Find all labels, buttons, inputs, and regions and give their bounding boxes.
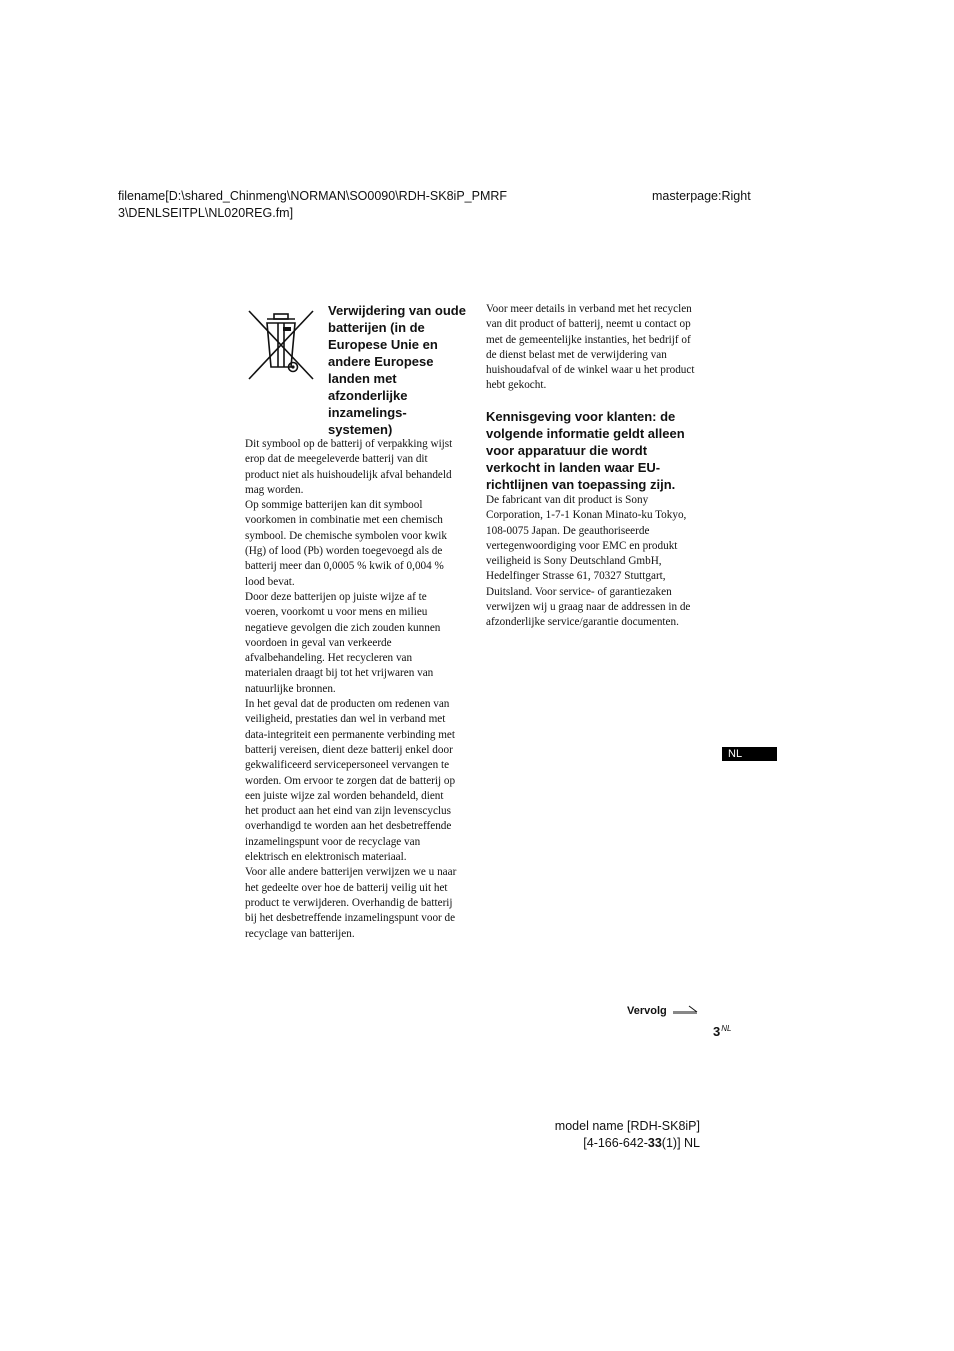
paragraph: Op sommige batterijen kan dit symbool voorkomen in combinatie met een chemisch symbool. De chemische symbolen voor kwik (Hg) of lood (Pb) worden toegevoegd als de batterij meer dan 0,0005 % kwik of 0,004 % lood bevat. <box>245 499 447 588</box>
continued-label: Vervolg <box>627 1004 667 1017</box>
footer-code-suffix: (1)] NL <box>661 1136 700 1150</box>
continued-indicator <box>627 1004 699 1017</box>
page-number-suffix: NL <box>721 1024 732 1033</box>
paragraph: Dit symbool op de batterij of verpakking wijst erop dat de meegeleverde batterij van dit product niet als huishoudelijk afval behandeld mag worden. <box>245 438 453 496</box>
language-tab: NL <box>722 747 777 761</box>
paragraph: Voor alle andere batterijen verwijzen we u naar het gedeelte over hoe de batterij veilig uit het product te verwijderen. Overhandig de batterij bij het desbetreffende inzamelingspunt voor de recyclage van batterijen. <box>245 866 457 940</box>
paragraph: Door deze batterijen op juiste wijze af te voeren, voorkomt u voor mens en milieu negatieve gevolgen die zich zouden kunnen voordoen in geval van verkeerde afvalbehandeling. Het recycleren van materialen draagt bij tot het vrijwaren van natuurlijke bronnen. <box>245 590 441 695</box>
header-filename-line2: 3\DENLSEITPL\NL020REG.fm] <box>118 206 294 220</box>
arrow-right-icon <box>673 1004 699 1017</box>
paragraph: Voor meer details in verband met het recyclen van dit product of batterij, neemt u contact op met de gemeentelijke instanties, het bedrijf of de dienst belast met de verwijdering van huishoudafval of de winkel waar u het product hebt gekocht. <box>486 303 695 392</box>
footer-model-info <box>555 1118 700 1152</box>
customer-notice-heading: Kennisgeving voor klanten: de volgende informatie geldt alleen voor apparatuur die wordt verkocht in landen waar EU-richtlijnen van toepassing zijn. <box>486 409 685 492</box>
header-masterpage: masterpage:Right <box>652 189 751 203</box>
paragraph: In het geval dat de producten om redenen van veiligheid, prestaties dan wel in verband met data-integriteit een permanente verbinding met batterij vereisen, dient deze batterij enkel door gekwalificeerd servicepersoneel vervangen te worden. Om ervoor te zorgen dat de batterij op een juiste wijze zal worden behandeld, dient het product aan het eind van zijn levenscyclus overhandigd te worden aan het desbetreffende inzamelingspunt voor de recyclage van elektrisch en elektronisch materiaal. <box>245 698 456 864</box>
manufacturer-paragraph <box>486 493 700 631</box>
recycling-details-paragraph <box>486 302 700 394</box>
crossed-out-wheeled-bin-icon <box>247 309 317 381</box>
footer-code-prefix: [4-166-642- <box>583 1136 648 1150</box>
header-filename <box>118 188 558 222</box>
header-filename-line1: filename[D:\shared_Chinmeng\NORMAN\SO0090\RDH-SK8iP_PMRF <box>118 189 508 203</box>
paragraph: De fabricant van dit product is Sony Corporation, 1-7-1 Konan Minato-ku Tokyo, 108-0075 Japan. De geauthoriseerde vertegenwoordiging voor EMC en produkt veiligheid is Sony Deutschland GmbH, Hedelfinger Strasse 61, 70327 Stuttgart, Duitsland. Voor service- of garantiezaken verwijzen wij u graag naar de addressen in de afzonderlijke service/garantie documenten. <box>486 494 691 629</box>
footer-product-code <box>555 1135 700 1152</box>
page-number <box>713 1024 731 1039</box>
footer-model-name: model name [RDH-SK8iP] <box>554 1119 700 1133</box>
battery-disposal-heading: Verwijdering van oude batterijen (in de Europese Unie en andere Europese landen met afzonderlijke inzamelings-systemen) <box>328 303 466 437</box>
page-number-value: 3 <box>713 1024 721 1039</box>
footer-code-bold: 33 <box>647 1136 662 1150</box>
left-column-body <box>245 437 459 942</box>
